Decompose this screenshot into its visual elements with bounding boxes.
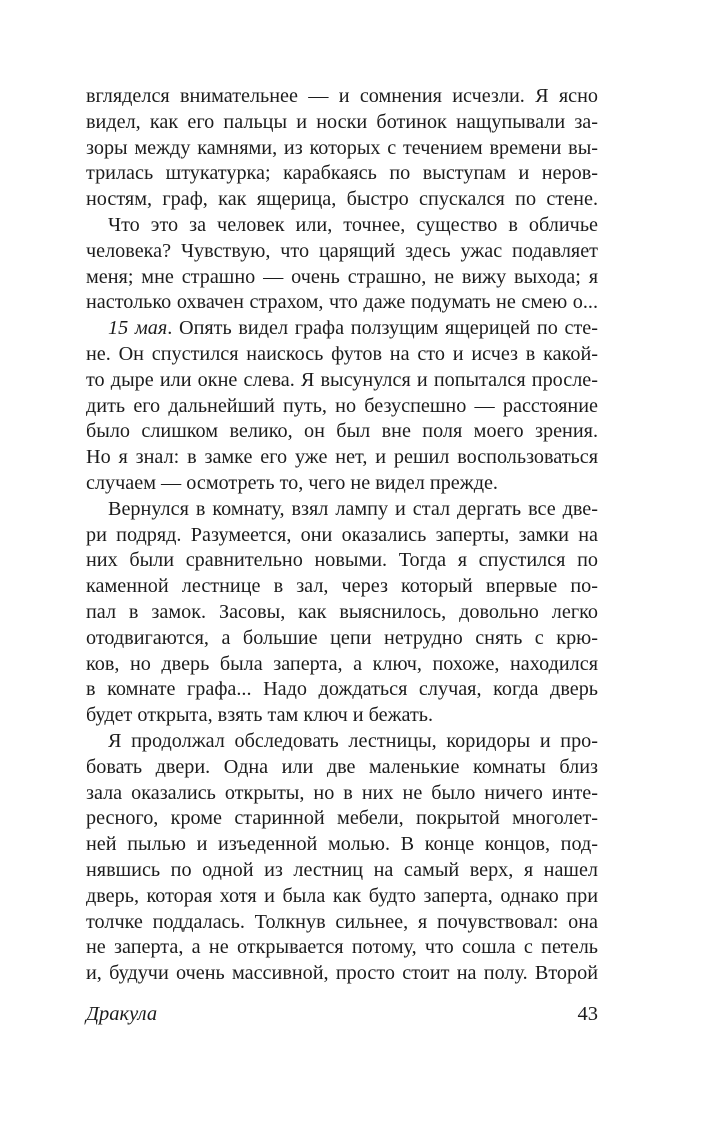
text-line: не заперта, а не открывается потому, что сошла с петель bbox=[86, 936, 598, 959]
text-line: и, будучи очень массивной, просто стоит на полу. Второй bbox=[86, 962, 598, 985]
running-title: Дракула bbox=[86, 1003, 158, 1025]
text-line: пал в замок. Засовы, как выяснилось, довольно легко bbox=[86, 600, 598, 623]
text-line: отодвигаются, а большие цепи нетрудно снять с крю- bbox=[86, 626, 598, 649]
text-line: нявшись по одной из лестниц на самый верх, я нашел bbox=[86, 858, 598, 881]
text-line: Но я знал: в замке его уже нет, и решил воспользоваться bbox=[86, 446, 598, 469]
text-line: не. Он спустился наискось футов на сто и исчез в какой- bbox=[86, 342, 598, 365]
text-line: ресного, кроме старинной мебели, покрытой многолет- bbox=[86, 807, 598, 830]
text-line: случаем — осмотреть то, чего не видел прежде. bbox=[86, 471, 498, 494]
text-line: трилась штукатурка; карабкаясь по выступам и неров- bbox=[86, 162, 598, 185]
text-line: них были сравнительно новыми. Тогда я спустился по bbox=[86, 549, 598, 572]
text-line: каменной лестнице в зал, через который впервые по- bbox=[86, 575, 598, 598]
diary-first-line-text: . Опять видел графа ползущим ящерицей по сте- bbox=[167, 317, 598, 340]
text-line: дверь, которая хотя и была как будто заперта, однако при bbox=[86, 884, 598, 907]
text-line: ностям, граф, как ящерица, быстро спускался по стене. bbox=[86, 188, 598, 211]
text-line: ней пылью и изъеденной молью. В конце концов, под- bbox=[86, 833, 598, 856]
text-line: зоры между камнями, из которых с течением времени вы- bbox=[86, 136, 598, 159]
text-line: Вернулся в комнату, взял лампу и стал дергать все две- bbox=[108, 497, 598, 520]
text-line: зала оказались открыты, но в них не было ничего инте- bbox=[86, 781, 598, 804]
text-line: бовать двери. Одна или две маленькие комнаты близ bbox=[86, 755, 598, 778]
text-line: ри подряд. Разумеется, они оказались заперты, замки на bbox=[86, 523, 598, 546]
text-line: вгляделся внимательнее — и сомнения исчезли. Я ясно bbox=[86, 85, 598, 107]
text-line: настолько охвачен страхом, что даже подумать не смею о... bbox=[86, 291, 598, 314]
text-line: меня; мне страшно — очень страшно, не вижу выхода; я bbox=[86, 265, 598, 288]
page-footer bbox=[86, 1003, 598, 1033]
text-line: дить его дальнейший путь, но безуспешно — расстояние bbox=[86, 394, 598, 417]
body-text bbox=[86, 84, 598, 987]
text-line: Что это за человек или, точнее, существо в обличье bbox=[108, 213, 598, 236]
text-line: будет открыта, взять там ключ и бежать. bbox=[86, 704, 434, 727]
diary-date: 15 мая bbox=[108, 317, 168, 340]
text-line: человека? Чувствую, что царящий здесь ужас подавляет bbox=[86, 239, 598, 262]
text-line: в комнате графа... Надо дождаться случая, когда дверь bbox=[86, 678, 598, 701]
diary-entry-first-line bbox=[86, 316, 598, 342]
text-line: то дыре или окне слева. Я высунулся и попытался просле- bbox=[86, 368, 598, 391]
text-line: ков, но дверь была заперта, а ключ, похоже, находился bbox=[86, 652, 598, 675]
page-number: 43 bbox=[577, 1003, 598, 1025]
text-line: было слишком велико, он был вне поля моего зрения. bbox=[86, 420, 598, 443]
text-line: видел, как его пальцы и носки ботинок нащупывали за- bbox=[86, 110, 598, 133]
text-line: толчке поддалась. Толкнув сильнее, я почувствовал: она bbox=[86, 910, 598, 933]
text-line: Я продолжал обследовать лестницы, коридоры и про- bbox=[108, 729, 598, 752]
